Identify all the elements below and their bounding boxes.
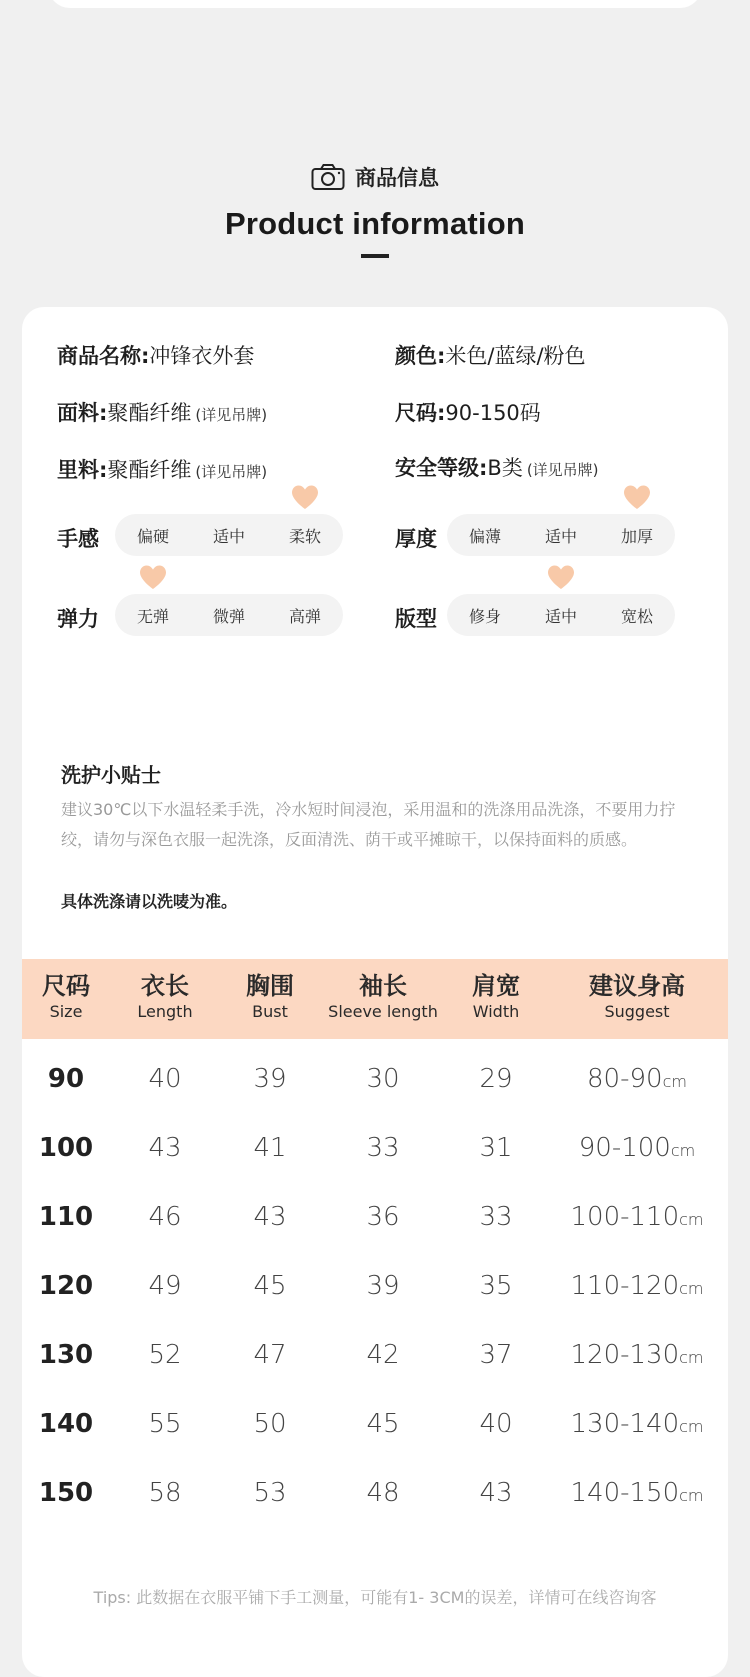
heart-icon [138, 564, 168, 590]
table-cell [220, 1045, 320, 1113]
table-cell [220, 1321, 320, 1389]
info-fabric-value: 聚酯纤维 [107, 401, 192, 425]
attr-option-label: 柔软 [288, 526, 321, 546]
table-cell-value: 37 [479, 1340, 513, 1370]
table-cell [320, 1321, 446, 1389]
table-cell-unit: cm [679, 1348, 704, 1367]
table-cell-value: 45 [366, 1409, 400, 1439]
info-lining-note: (详见吊牌) [195, 463, 268, 481]
col-size-cn: 尺码 [42, 972, 90, 1000]
wash-text: 建议30℃以下水温轻柔手洗，冷水短时间浸泡，采用温和的洗涤用品洗涤，不要用力拧绞，请勿与深色衣服一起洗涤，反面清洗、荫干或平摊晾干，以保持面料的质感。 [61, 800, 676, 849]
info-lining-value: 聚酯纤维 [107, 458, 192, 482]
col-sleeve-en: Sleeve length [328, 1002, 438, 1021]
table-cell [220, 1183, 320, 1251]
info-fabric-key: 面料: [57, 401, 108, 425]
table-cell [546, 1252, 728, 1320]
attr-elasticity-label: 弹力 [57, 607, 99, 631]
table-cell [320, 1045, 446, 1113]
table-cell-value: 49 [148, 1271, 182, 1301]
header-title-row [0, 160, 750, 194]
table-cell-value: 52 [148, 1340, 182, 1370]
attr-elasticity-scale [115, 594, 343, 636]
info-safety-note: (详见吊牌) [526, 461, 599, 479]
info-safety-value: B类 [487, 456, 523, 480]
col-sleeve [320, 971, 446, 1023]
header-title-cn: 商品信息 [355, 166, 439, 190]
attr-option [191, 524, 267, 547]
attr-option [267, 604, 343, 627]
table-cell-unit: cm [679, 1210, 704, 1229]
table-cell [220, 1459, 320, 1527]
table-row [22, 1183, 728, 1251]
table-cell-value: 140-150 [570, 1478, 680, 1508]
table-cell [320, 1459, 446, 1527]
info-fabric [57, 397, 267, 427]
attr-option [447, 524, 523, 547]
table-row [22, 1459, 728, 1527]
table-cell-value: 45 [253, 1271, 287, 1301]
info-name-value: 冲锋衣外套 [149, 344, 255, 368]
table-cell [110, 1045, 220, 1113]
size-table-header [22, 959, 728, 1039]
attr-fit-label: 版型 [395, 607, 437, 631]
info-color-key: 颜色: [395, 344, 446, 368]
table-row [22, 1321, 728, 1389]
info-safety [395, 452, 599, 482]
header-underline [361, 254, 389, 258]
info-lining-key: 里料: [57, 458, 108, 482]
table-cell-value: 47 [253, 1340, 287, 1370]
table-cell-value: 46 [148, 1202, 182, 1232]
table-cell [320, 1252, 446, 1320]
col-length-en: Length [137, 1002, 193, 1021]
camera-icon [311, 163, 345, 191]
table-cell-value: 100 [38, 1133, 94, 1163]
table-cell [320, 1114, 446, 1182]
attr-option [523, 524, 599, 547]
attr-option-label: 适中 [544, 606, 577, 626]
table-cell [320, 1390, 446, 1458]
table-cell-value: 120 [38, 1271, 94, 1301]
table-cell-unit: cm [662, 1072, 687, 1091]
attr-option [115, 604, 191, 627]
table-cell-value: 130-140 [570, 1409, 680, 1439]
table-cell-value: 39 [366, 1271, 400, 1301]
table-cell-value: 55 [148, 1409, 182, 1439]
table-cell [110, 1390, 220, 1458]
attr-option [599, 524, 675, 547]
attr-option-label: 适中 [544, 526, 577, 546]
attr-option [191, 604, 267, 627]
info-size-value: 90-150码 [445, 401, 541, 425]
attr-option-label: 偏硬 [136, 526, 169, 546]
table-row [22, 1114, 728, 1182]
table-cell-value: 80-90 [587, 1064, 663, 1094]
wash-note: 具体洗涤请以洗唛为准。 [61, 892, 238, 911]
table-cell-value: 33 [366, 1133, 400, 1163]
col-width [446, 971, 546, 1023]
table-cell [546, 1183, 728, 1251]
table-cell-value: 40 [479, 1409, 513, 1439]
table-cell [220, 1252, 320, 1320]
table-cell [22, 1114, 110, 1182]
product-info-card [22, 307, 728, 1677]
table-cell-unit: cm [679, 1417, 704, 1436]
table-cell-value: 58 [148, 1478, 182, 1508]
info-safety-key: 安全等级: [395, 456, 488, 480]
info-name [57, 340, 254, 370]
table-cell-value: 130 [38, 1340, 94, 1370]
table-cell-value: 31 [479, 1133, 513, 1163]
attr-thickness-scale [447, 514, 675, 556]
heart-icon [622, 484, 652, 510]
table-cell-value: 120-130 [570, 1340, 680, 1370]
table-cell-value: 150 [38, 1478, 94, 1508]
header-title-en: Product information [224, 206, 525, 241]
table-cell [22, 1459, 110, 1527]
table-cell-value: 30 [366, 1064, 400, 1094]
table-cell [220, 1390, 320, 1458]
table-cell-value: 100-110 [570, 1202, 680, 1232]
table-cell-value: 39 [253, 1064, 287, 1094]
table-cell [220, 1114, 320, 1182]
table-cell-value: 41 [253, 1133, 287, 1163]
col-width-cn: 肩宽 [472, 972, 520, 1000]
table-cell-value: 140 [38, 1409, 94, 1439]
col-size-en: Size [49, 1002, 83, 1021]
table-row [22, 1045, 728, 1113]
attr-option-label: 高弹 [288, 606, 321, 626]
previous-section-card [48, 0, 702, 8]
info-color-value: 米色/蓝绿/粉色 [445, 344, 586, 368]
table-cell [22, 1045, 110, 1113]
col-suggest-cn: 建议身高 [589, 972, 685, 1000]
col-sleeve-cn: 袖长 [359, 972, 407, 1000]
col-suggest [546, 971, 728, 1023]
tips-text: Tips: 此数据在衣服平铺下手工测量，可能有1- 3CM的误差，详情可在线咨询客 [93, 1588, 657, 1607]
attr-feel-scale [115, 514, 343, 556]
table-cell [22, 1252, 110, 1320]
table-cell [546, 1459, 728, 1527]
table-cell [110, 1252, 220, 1320]
info-lining [57, 454, 267, 484]
attr-option-label: 适中 [212, 526, 245, 546]
table-cell [110, 1114, 220, 1182]
table-cell-value: 90-100 [578, 1133, 671, 1163]
attr-feel-label: 手感 [57, 527, 99, 551]
attr-option-label: 加厚 [620, 526, 653, 546]
table-cell [446, 1390, 546, 1458]
attr-fit-scale [447, 594, 675, 636]
col-bust-cn: 胸围 [246, 972, 294, 1000]
info-fabric-note: (详见吊牌) [195, 406, 268, 424]
table-cell [22, 1390, 110, 1458]
attr-option [267, 524, 343, 547]
table-cell-value: 35 [479, 1271, 513, 1301]
info-color [395, 340, 586, 370]
attr-option-label: 无弹 [136, 606, 169, 626]
table-cell-value: 43 [253, 1202, 287, 1232]
table-cell-value: 36 [366, 1202, 400, 1232]
table-cell-value: 110-120 [570, 1271, 680, 1301]
table-cell [446, 1114, 546, 1182]
table-cell [446, 1252, 546, 1320]
attr-thickness-label: 厚度 [395, 527, 437, 551]
col-bust [220, 971, 320, 1023]
info-size [395, 397, 541, 427]
table-cell [320, 1183, 446, 1251]
table-cell-value: 48 [366, 1478, 400, 1508]
table-cell [22, 1183, 110, 1251]
col-length-cn: 衣长 [141, 972, 189, 1000]
table-cell [110, 1183, 220, 1251]
table-cell-unit: cm [670, 1141, 696, 1160]
table-cell [22, 1321, 110, 1389]
info-size-key: 尺码: [395, 401, 446, 425]
heart-icon [290, 484, 320, 510]
table-cell-value: 43 [479, 1478, 513, 1508]
col-width-en: Width [472, 1002, 520, 1021]
table-cell [110, 1459, 220, 1527]
col-suggest-en: Suggest [604, 1002, 670, 1021]
table-cell-unit: cm [679, 1279, 704, 1298]
table-cell [446, 1321, 546, 1389]
heart-icon [546, 564, 576, 590]
attr-option [447, 604, 523, 627]
table-row [22, 1390, 728, 1458]
table-cell-value: 50 [253, 1409, 287, 1439]
attr-option [115, 524, 191, 547]
table-cell-unit: cm [679, 1486, 704, 1505]
table-cell [446, 1183, 546, 1251]
col-length [110, 971, 220, 1023]
table-cell-value: 29 [479, 1064, 513, 1094]
col-bust-en: Bust [252, 1002, 288, 1021]
table-cell-value: 110 [38, 1202, 94, 1232]
attr-option [599, 604, 675, 627]
attr-option-label: 微弹 [212, 606, 245, 626]
table-cell [546, 1114, 728, 1182]
col-size [22, 971, 110, 1023]
table-cell-value: 90 [47, 1064, 85, 1094]
info-name-key: 商品名称: [57, 344, 150, 368]
table-cell-value: 33 [479, 1202, 513, 1232]
table-cell-value: 42 [366, 1340, 400, 1370]
attr-option-label: 偏薄 [468, 526, 501, 546]
table-cell-value: 40 [148, 1064, 182, 1094]
attr-option-label: 修身 [468, 606, 501, 626]
table-cell-value: 43 [148, 1133, 182, 1163]
attr-option [523, 604, 599, 627]
table-row [22, 1252, 728, 1320]
table-cell [546, 1390, 728, 1458]
section-header [0, 160, 750, 258]
table-cell [110, 1321, 220, 1389]
wash-title: 洗护小贴士 [61, 763, 161, 787]
table-cell [446, 1045, 546, 1113]
table-cell [546, 1321, 728, 1389]
attr-option-label: 宽松 [620, 606, 653, 626]
table-cell-value: 53 [253, 1478, 287, 1508]
table-cell [546, 1045, 728, 1113]
table-cell [446, 1459, 546, 1527]
